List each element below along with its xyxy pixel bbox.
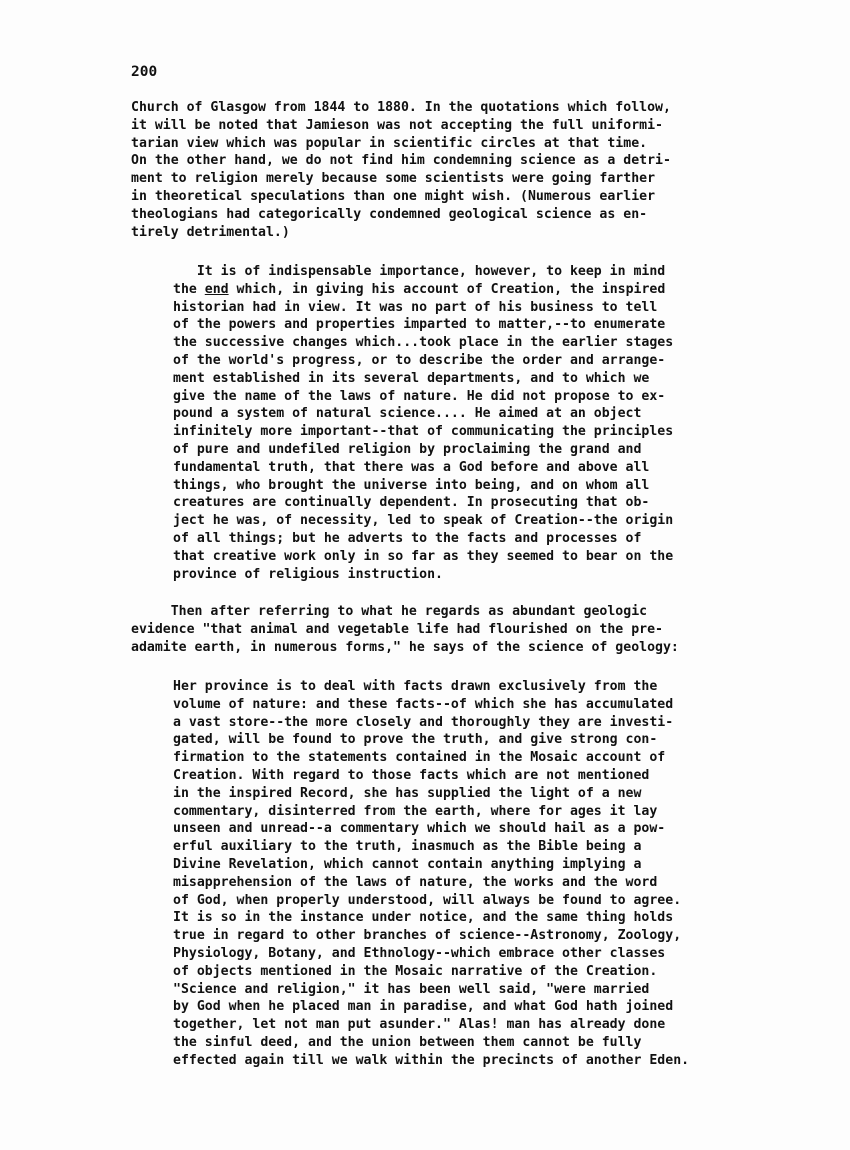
quote-1-remaining-text: historian had in view. It was no part of his business to tell of the powers and properties imparted to matter,--to enumerate the successive changes which...took place in the earlier stages of the world's progress, or to describe the order and arrange- ment established in its several departments, and to which we give the name of the laws of nature. He did not propose to ex- pound a system of natural science.... He aimed at an object infinitely more important--that of communicating the principles of pure and undefiled religion by proclaiming the grand and fundamental truth, that there was a God before and above all things, who brought the universe into being, and on whom all creatures are continually dependent. In prosecuting that ob- ject he was, of necessity, led to speak of Creation--the origin of all things; but he adverts to the facts and processes of that creative work only in so far as they seemed to bear on the province of religious instruction. (173, 299, 674, 582)
emphasized-end-word: end (204, 281, 229, 297)
quote-1-line-suffix: which, in giving his account of Creation, the inspired (228, 281, 666, 297)
page-number: 200 (131, 64, 158, 80)
quote-1-first-line: It is of indispensable importance, however, to keep in mind (173, 264, 666, 279)
block-quote-creation-account (173, 263, 673, 583)
block-quote-geology: Her province is to deal with facts drawn exclusively from the volume of nature: and these facts--of which she has accumulated a vast store--the more closely and thoroughly they are investi- gated, will be found to prove the truth, and give strong con- firmation to the statements contained in the Mosaic account of Creation. With regard to those facts which are not mentioned in the inspired Record, she has supplied the light of a new commentary, disinterred from the earth, where for ages it lay unseen and unread--a commentary which we should hail as a pow- erful auxiliary to the truth, inasmuch as the Bible being a Divine Revelation, which cannot contain anything implying a misapprehension of the laws of nature, the works and the word of God, when properly understood, will always be found to agree. It is so in the instance under notice, and the same thing holds true in regard to other branches of science--Astronomy, Zoology, Physiology, Botany, and Ethnology--which embrace other classes of objects mentioned in the Mosaic narrative of the Creation. "Science and religion," it has been well said, "were married by God when he placed man in paradise, and what God hath joined together, let not man put asunder." Alas! man has already done the sinful deed, and the union between them cannot be fully effected again till we walk within the precincts of another Eden. (173, 679, 690, 1068)
transition-paragraph: Then after referring to what he regards as abundant geologic evidence "that animal and vegetable life had flourished on the pre- adamite earth, in numerous forms," he says of the science of geology: (131, 604, 679, 655)
intro-paragraph: Church of Glasgow from 1844 to 1880. In the quotations which follow, it will be noted that Jamieson was not accepting the full uniformi- tarian view which was popular in scientific circles at that time. On the other hand, we do not find him condemning science as a detri- ment to religion merely because some scientists were going farther in theoretical speculations than one might wish. (Numerous earlier theologians had categorically condemned geological science as en- tirely detrimental.) (131, 100, 671, 240)
quote-1-line-prefix: the (173, 281, 205, 297)
